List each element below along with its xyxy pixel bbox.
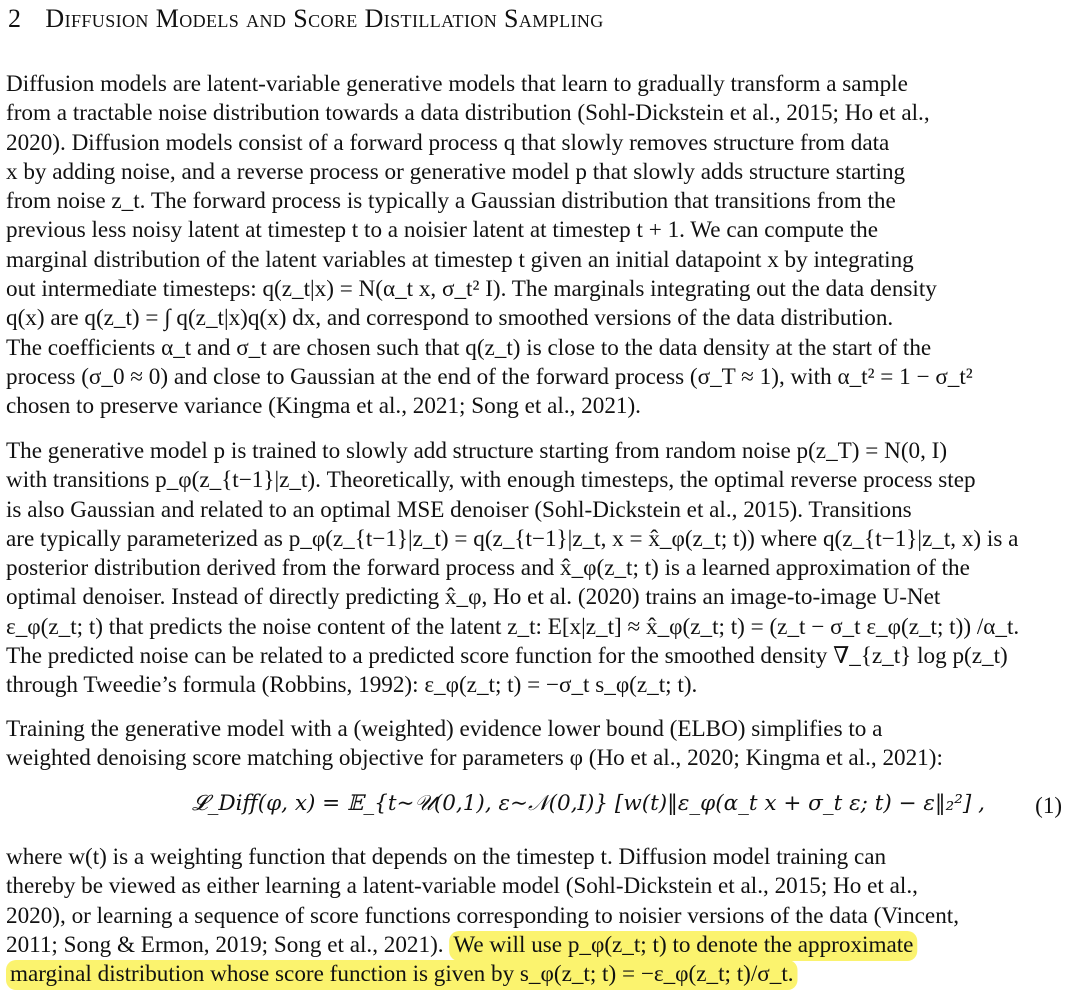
text-line: weighted denoising score matching objective for parameters φ (Ho et al., 2020; Kingma et al., 2021):: [6, 745, 943, 772]
equation-1: [6, 789, 1066, 829]
text-line: q(x) are q(z_t) = ∫ q(z_t|x)q(x) dx, and correspond to smoothed versions of the data distribution.: [6, 305, 894, 332]
text-line: through Tweedie’s formula (Robbins, 1992): ε_φ(z_t; t) = −σ_t s_φ(z_t; t).: [6, 672, 698, 699]
text-line: thereby be viewed as either learning a latent-variable model (Sohl-Dickstein et al., 2015; Ho et al.,: [6, 873, 918, 900]
text-segment: 2011; Song & Ermon, 2019; Song et al., 2021).: [6, 931, 450, 958]
text-line: previous less noisy latent at timestep t to a noisier latent at timestep t + 1. We can compute the: [6, 217, 879, 244]
paragraph-score-function: [6, 843, 1066, 989]
paragraph-intro: [6, 70, 1066, 422]
text-line: x by adding noise, and a reverse process or generative model p that slowly adds structure starting: [6, 158, 906, 185]
text-line: process (σ_0 ≈ 0) and close to Gaussian at the end of the forward process (σ_T ≈ 1), with α_t² = 1 − σ_t²: [6, 363, 973, 390]
text-line: optimal denoiser. Instead of directly predicting x̂_φ, Ho et al. (2020) trains an image-to-image U-Net: [6, 584, 941, 611]
text-line: Diffusion models are latent-variable generative models that learn to gradually transform a sample: [6, 71, 908, 97]
equation-number: (1): [1035, 793, 1062, 818]
text-line: [6, 931, 1064, 960]
text-line: [6, 960, 1064, 989]
text-line: from noise z_t. The forward process is typically a Gaussian distribution that transitions from the: [6, 188, 896, 215]
text-line: are typically parameterized as p_φ(z_{t−1}|z_t) = q(z_{t−1}|z_t, x = x̂_φ(z_t; t)) where q(z_{t−1}|z_t, x) is a: [6, 525, 1019, 552]
text-line: The predicted noise can be related to a predicted score function for the smoothed density ∇_{z_t} log p(z_t): [6, 643, 1008, 670]
text-line: Training the generative model with a (weighted) evidence lower bound (ELBO) simplifies to a: [6, 716, 883, 742]
highlighted-text: marginal distribution whose score function is given by s_φ(z_t; t) = −ε_φ(z_t; t)/σ_t.: [6, 960, 798, 990]
text-line: marginal distribution of the latent variables at timestep t given an initial datapoint x by integrating: [6, 246, 914, 273]
text-line: ε_φ(z_t; t) that predicts the noise content of the latent z_t: E[x|z_t] ≈ x̂_φ(z_t; t) = (z_t − σ_t ε_φ(z_t; t)) /α_t.: [6, 613, 1020, 640]
text-line: 2020), or learning a sequence of score functions corresponding to noisier versions of the data (Vincent,: [6, 902, 959, 929]
text-line: The coefficients α_t and σ_t are chosen such that q(z_t) is close to the data density at the start of the: [6, 334, 932, 361]
equation-body: 𝓛_Diff(φ, x) = 𝔼_{t∼𝒰(0,1), ε∼𝒩(0,I)} [w(t)‖ε_φ(α_t x + σ_t ε; t) − ε‖₂²] ,: [192, 791, 985, 816]
section-title: Diffusion Models and Score Distillation Sampling: [45, 4, 604, 33]
paragraph-generative-model: [6, 437, 1066, 701]
text-line: is also Gaussian and related to an optimal MSE denoiser (Sohl-Dickstein et al., 2015). Transitions: [6, 496, 912, 523]
text-line: chosen to preserve variance (Kingma et al., 2021; Song et al., 2021).: [6, 393, 641, 420]
text-line: 2020). Diffusion models consist of a forward process q that slowly removes structure from data: [6, 129, 890, 156]
text-line: with transitions p_φ(z_{t−1}|z_t). Theoretically, with enough timesteps, the optimal reverse process step: [6, 467, 976, 494]
section-number: 2: [8, 4, 22, 33]
section-heading: [8, 4, 604, 34]
text-line: where w(t) is a weighting function that depends on the timestep t. Diffusion model training can: [6, 844, 887, 870]
text-line: posterior distribution derived from the forward process and x̂_φ(z_t; t) is a learned approximation of the: [6, 555, 970, 582]
text-line: from a tractable noise distribution towards a data distribution (Sohl-Dickstein et al., 2015; Ho et al.,: [6, 100, 930, 127]
highlighted-text: We will use p_φ(z_t; t) to denote the approximate: [449, 931, 917, 961]
text-line: The generative model p is trained to slowly add structure starting from random noise p(z_T) = N(0, I): [6, 438, 948, 464]
paragraph-training: [6, 715, 1066, 774]
text-line: out intermediate timesteps: q(z_t|x) = N(α_t x, σ_t² I). The marginals integrating out the data density: [6, 276, 937, 303]
